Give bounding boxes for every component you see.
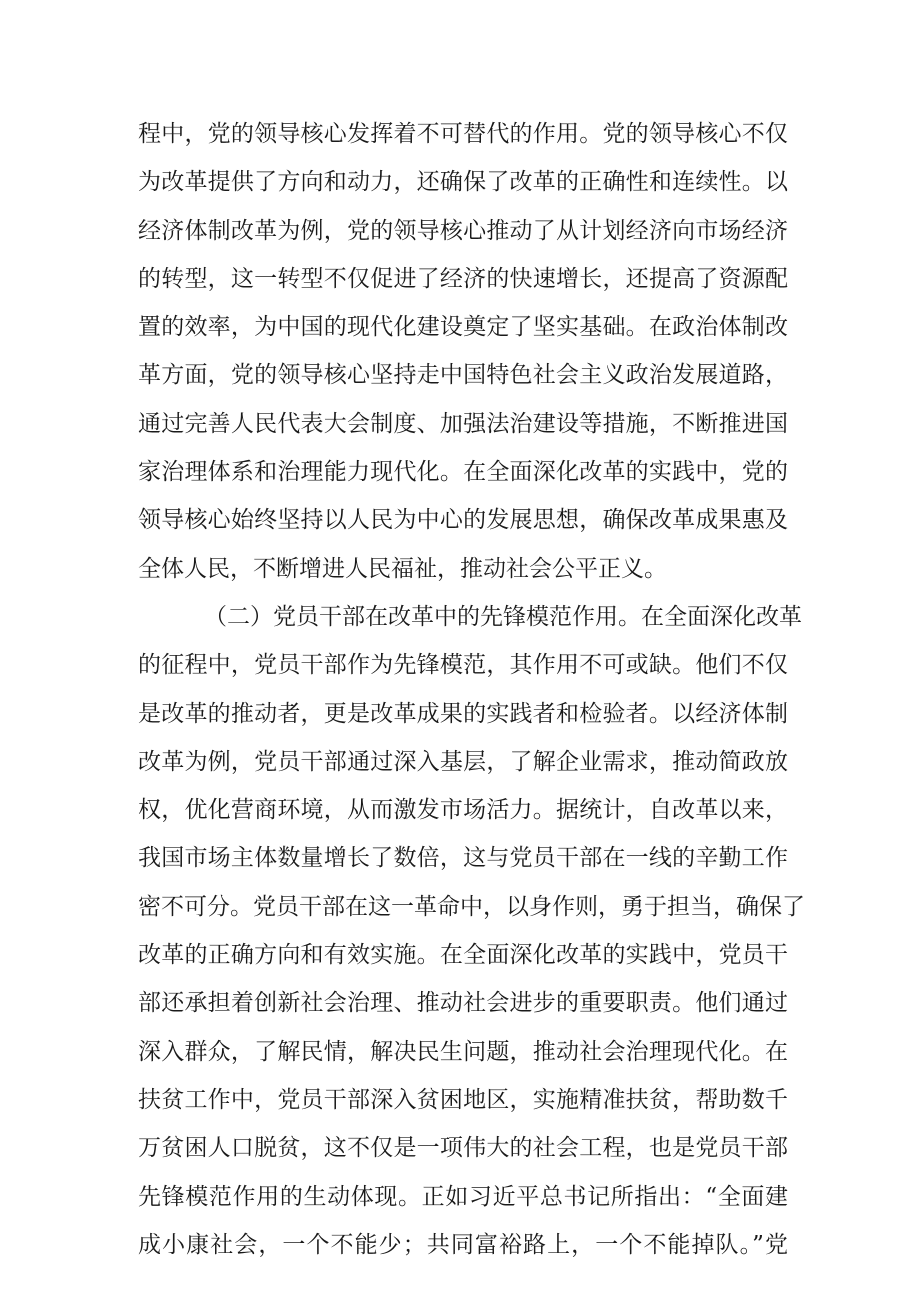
paragraph-line: 万贫困人口脱贫，这不仅是一项伟大的社会工程，也是党员干部 bbox=[138, 1135, 788, 1162]
paragraph-line: 全体人民，不断增进人民福祉，推动社会公平正义。 bbox=[138, 555, 667, 582]
paragraph-line: 的转型，这一转型不仅促进了经济的快速增长，还提高了资源配 bbox=[138, 265, 788, 292]
paragraph-line: 改革为例，党员干部通过深入基层，了解企业需求，推动简政放 bbox=[138, 748, 788, 775]
paragraph-line: 通过完善人民代表大会制度、加强法治建设等措施，不断推进国 bbox=[138, 410, 788, 437]
document-body bbox=[138, 110, 805, 1269]
paragraph-line: 我国市场主体数量增长了数倍，这与党员干部在一线的辛勤工作 bbox=[138, 845, 788, 872]
paragraph-line: 经济体制改革为例，党的领导核心推动了从计划经济向市场经济 bbox=[138, 217, 788, 244]
paragraph-line: 是改革的推动者，更是改革成果的实践者和检验者。以经济体制 bbox=[138, 700, 788, 727]
paragraph-line: 的征程中，党员干部作为先锋模范，其作用不可或缺。他们不仅 bbox=[138, 652, 788, 679]
paragraph-line: 扶贫工作中，党员干部深入贫困地区，实施精准扶贫，帮助数千 bbox=[138, 1086, 788, 1113]
paragraph-line: 领导核心始终坚持以人民为中心的发展思想，确保改革成果惠及 bbox=[138, 507, 788, 534]
paragraph-line: 成小康社会，一个不能少；共同富裕路上，一个不能掉队。”党 bbox=[138, 1231, 788, 1258]
paragraph-line: 革方面，党的领导核心坚持走中国特色社会主义政治发展道路， bbox=[138, 362, 788, 389]
paragraph-line: 密不可分。党员干部在这一革命中，以身作则，勇于担当，确保了 bbox=[138, 893, 805, 920]
paragraph-line: 先锋模范作用的生动体现。正如习近平总书记所指出：“全面建 bbox=[138, 1183, 788, 1210]
paragraph-line: 部还承担着创新社会治理、推动社会进步的重要职责。他们通过 bbox=[138, 990, 788, 1017]
paragraph-line: 权，优化营商环境，从而激发市场活力。据统计，自改革以来， bbox=[138, 797, 788, 824]
section-heading-line: （二）党员干部在改革中的先锋模范作用。在全面深化改革 bbox=[204, 603, 802, 630]
paragraph-line: 家治理体系和治理能力现代化。在全面深化改革的实践中，党的 bbox=[138, 459, 788, 486]
paragraph-line: 深入群众，了解民情，解决民生问题，推动社会治理现代化。在 bbox=[138, 1038, 788, 1065]
paragraph-line: 程中，党的领导核心发挥着不可替代的作用。党的领导核心不仅 bbox=[138, 121, 788, 147]
paragraph-line: 为改革提供了方向和动力，还确保了改革的正确性和连续性。以 bbox=[138, 169, 788, 196]
paragraph-line: 改革的正确方向和有效实施。在全面深化改革的实践中，党员干 bbox=[138, 942, 788, 969]
paragraph-line: 置的效率，为中国的现代化建设奠定了坚实基础。在政治体制改 bbox=[138, 314, 788, 341]
